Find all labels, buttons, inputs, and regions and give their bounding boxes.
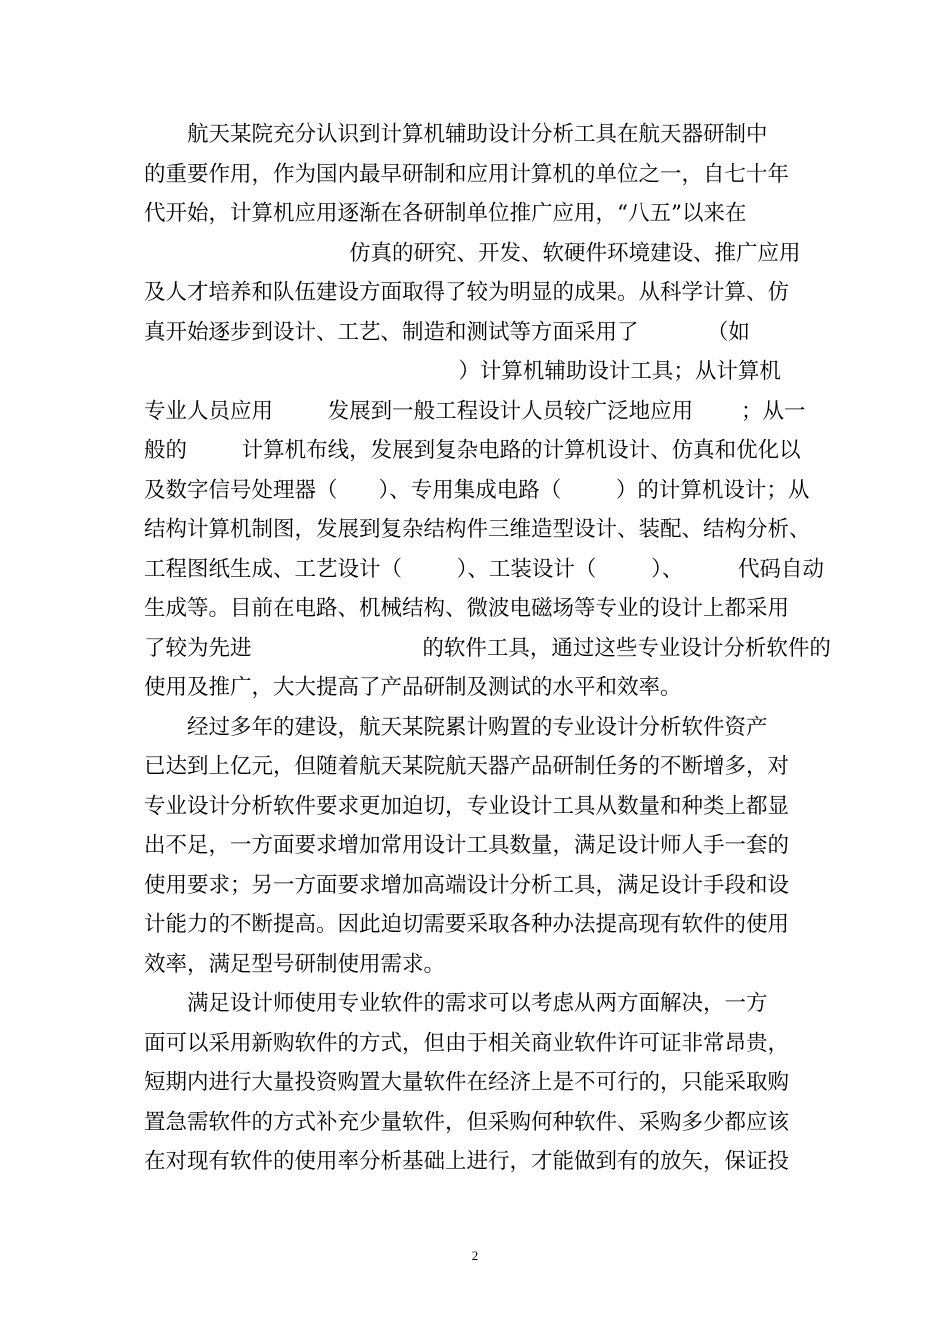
text-line: 已达到上亿元，但随着航天某院航天器产品研制任务的不断增多，对: [144, 754, 790, 779]
text-line: 生成等。目前在电路、机械结构、微波电磁场等专业的设计上都采用: [144, 596, 790, 621]
text-line: 真开始逐步到设计、工艺、制造和测试等方面采用了 （如: [144, 319, 750, 345]
text-line: 置急需软件的方式补充少量软件，但采购何种软件、采购多少都应该: [144, 1109, 790, 1135]
text-line: 计能力的不断提高。因此迫切需要采取各种办法提高现有软件的使用: [144, 912, 790, 937]
text-line: ）计算机辅助设计工具；从计算机: [144, 359, 781, 384]
text-line: 结构计算机制图，发展到复杂结构件三维造型设计、装配、结构分析、: [144, 517, 811, 542]
text-line: 及人才培养和队伍建设方面取得了较为明显的成果。从科学计算、仿: [144, 280, 790, 305]
text-line: 专业人员应用 发展到一般工程设计人员较广泛地应用 ；从一: [144, 398, 806, 424]
text-line: 代开始，计算机应用逐渐在各研制单位推广应用，“八五”以来在: [144, 201, 747, 226]
page-number: 2: [471, 1248, 479, 1263]
text-line: 使用及推广，大大提高了产品研制及测试的水平和效率。: [144, 675, 682, 700]
text-line: 满足设计师使用专业软件的需求可以考虑从两方面解决，一方: [187, 991, 768, 1016]
text-line: 及数字信号处理器（ ）、专用集成电路（ ）的计算机设计；从: [144, 477, 810, 503]
text-line: 面可以采用新购软件的方式，但由于相关商业软件许可证非常昂贵，: [144, 1030, 790, 1056]
text-line: 工程图纸生成、工艺设计（ ）、工装设计（ ）、 代码自动: [144, 556, 825, 582]
text-line: 在对现有软件的使用率分析基础上进行，才能做到有的放矢，保证投: [144, 1149, 790, 1174]
text-line: 的重要作用，作为国内最早研制和应用计算机的单位之一，自七十年: [144, 161, 790, 187]
text-line: 仿真的研究、开发、软硬件环境建设、推广应用: [144, 240, 801, 266]
text-line: 经过多年的建设，航天某院累计购置的专业设计分析软件资产: [187, 714, 768, 740]
body-text: [144, 115, 831, 1182]
text-line: 效率，满足型号研制使用需求。: [144, 951, 446, 977]
text-line: 使用要求；另一方面要求增加高端设计分析工具，满足设计手段和设: [144, 872, 790, 898]
text-line: 短期内进行大量投资购置大量软件在经济上是不可行的，只能采取购: [144, 1070, 790, 1095]
text-line: 般的 计算机布线，发展到复杂电路的计算机设计、仿真和优化以: [144, 438, 801, 463]
text-line: 出不足，一方面要求增加常用设计工具数量，满足设计师人手一套的: [144, 833, 790, 858]
text-line: 了较为先进 的软件工具，通过这些专业设计分析软件的: [144, 635, 831, 661]
text-line: 专业设计分析软件要求更加迫切，专业设计工具从数量和种类上都显: [144, 793, 790, 819]
text-line: 航天某院充分认识到计算机辅助设计分析工具在航天器研制中: [187, 122, 768, 147]
